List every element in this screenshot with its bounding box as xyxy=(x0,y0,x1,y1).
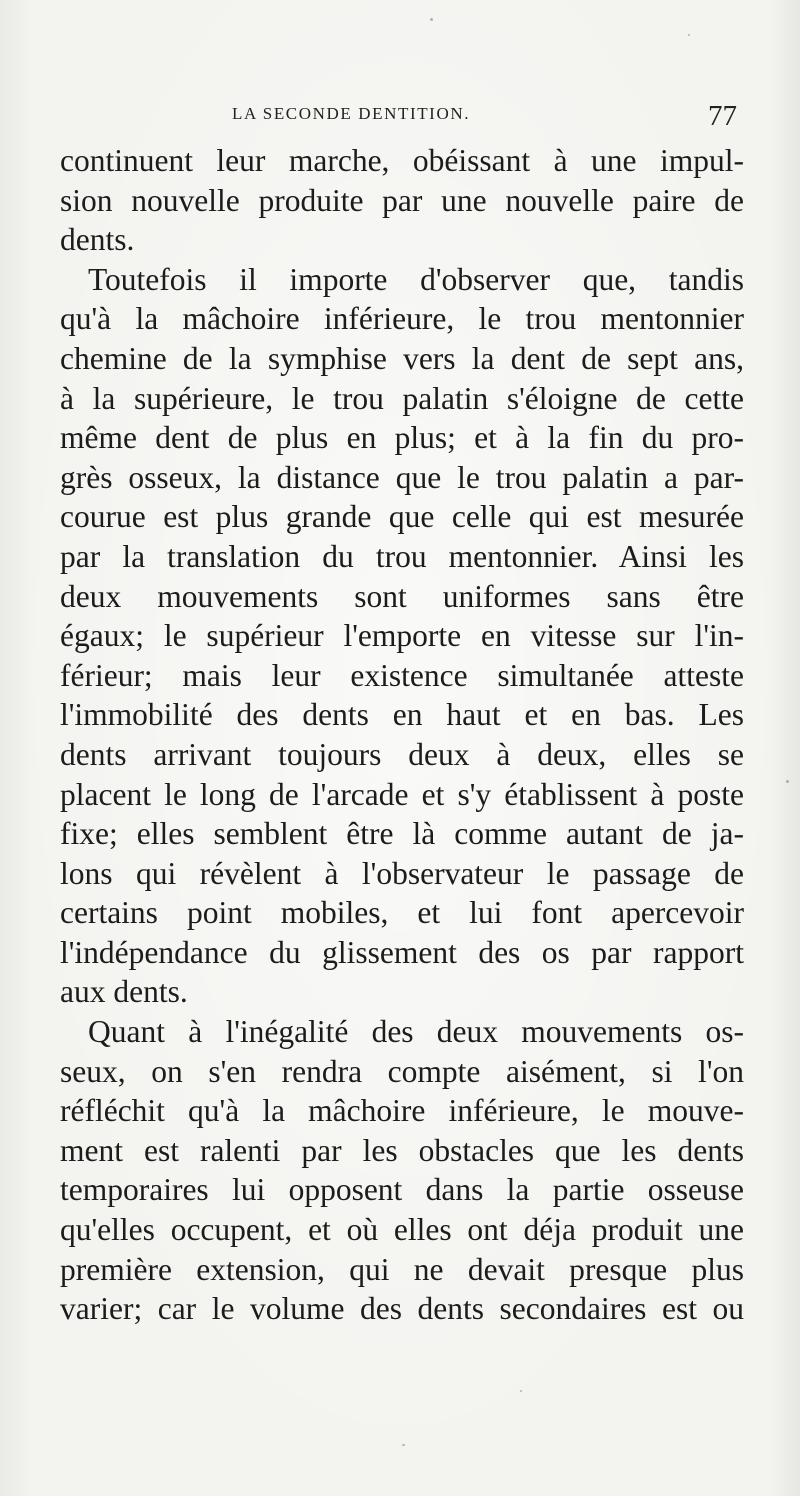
text-line: à la supérieure, le trou palatin s'éloigne de cette xyxy=(60,380,744,416)
text-line: courue est plus grande que celle qui est mesurée xyxy=(60,499,744,535)
text-line: même dent de plus en plus; et à la fin du pro- xyxy=(60,420,744,456)
text-line: qu'elles occupent, et où elles ont déja produit une xyxy=(60,1212,744,1248)
page-header xyxy=(0,100,800,140)
text-line: première extension, qui ne devait presque plus xyxy=(60,1251,744,1287)
text-line: dents. xyxy=(60,222,135,258)
text-line: lons qui révèlent à l'observateur le passage de xyxy=(60,855,744,891)
paragraph-start-line: Quant à l'inégalité des deux mouvements os- xyxy=(88,1014,744,1050)
text-line: continuent leur marche, obéissant à une impul- xyxy=(60,143,744,178)
text-line: aux dents. xyxy=(60,974,188,1010)
text-line: égaux; le supérieur l'emporte en vitesse sur l'in- xyxy=(60,618,744,654)
text-line: ment est ralenti par les obstacles que les dents xyxy=(60,1132,744,1168)
text-line: qu'à la mâchoire inférieure, le trou mentonnier xyxy=(60,301,744,337)
paragraph-start-line: Toutefois il importe d'observer que, tandis xyxy=(88,261,744,297)
text-line: grès osseux, la distance que le trou palatin a par- xyxy=(60,459,744,495)
text-line: placent le long de l'arcade et s'y établissent à poste xyxy=(60,776,744,812)
text-line: fixe; elles semblent être là comme autant de ja- xyxy=(60,816,744,852)
text-line: certains point mobiles, et lui font apercevoir xyxy=(60,895,744,931)
text-line: seux, on s'en rendra compte aisément, si l'on xyxy=(60,1053,744,1089)
text-line: l'immobilité des dents en haut et en bas. Les xyxy=(60,697,744,733)
text-line: deux mouvements sont uniformes sans être xyxy=(60,578,744,614)
text-line: l'indépendance du glissement des os par rapport xyxy=(60,934,744,970)
paper-speck xyxy=(430,18,433,21)
paper-speck xyxy=(688,34,690,36)
text-line: temporaires lui opposent dans la partie osseuse xyxy=(60,1172,744,1208)
body-text xyxy=(60,141,744,1329)
page-number: 77 xyxy=(708,100,737,132)
paper-speck xyxy=(520,1390,522,1392)
text-line: dents arrivant toujours deux à deux, elles se xyxy=(60,736,744,772)
text-line: varier; car le volume des dents secondaires est ou xyxy=(60,1291,744,1327)
paper-speck xyxy=(786,780,789,783)
paper-speck xyxy=(402,1444,405,1446)
text-line: férieur; mais leur existence simultanée atteste xyxy=(60,657,744,693)
text-line: sion nouvelle produite par une nouvelle paire de xyxy=(60,182,744,218)
text-line: réfléchit qu'à la mâchoire inférieure, le mouve- xyxy=(60,1093,744,1129)
text-line: chemine de la symphise vers la dent de sept ans, xyxy=(60,340,744,376)
running-title: LA SECONDE DENTITION. xyxy=(232,104,471,123)
text-line: par la translation du trou mentonnier. Ainsi les xyxy=(60,538,744,574)
